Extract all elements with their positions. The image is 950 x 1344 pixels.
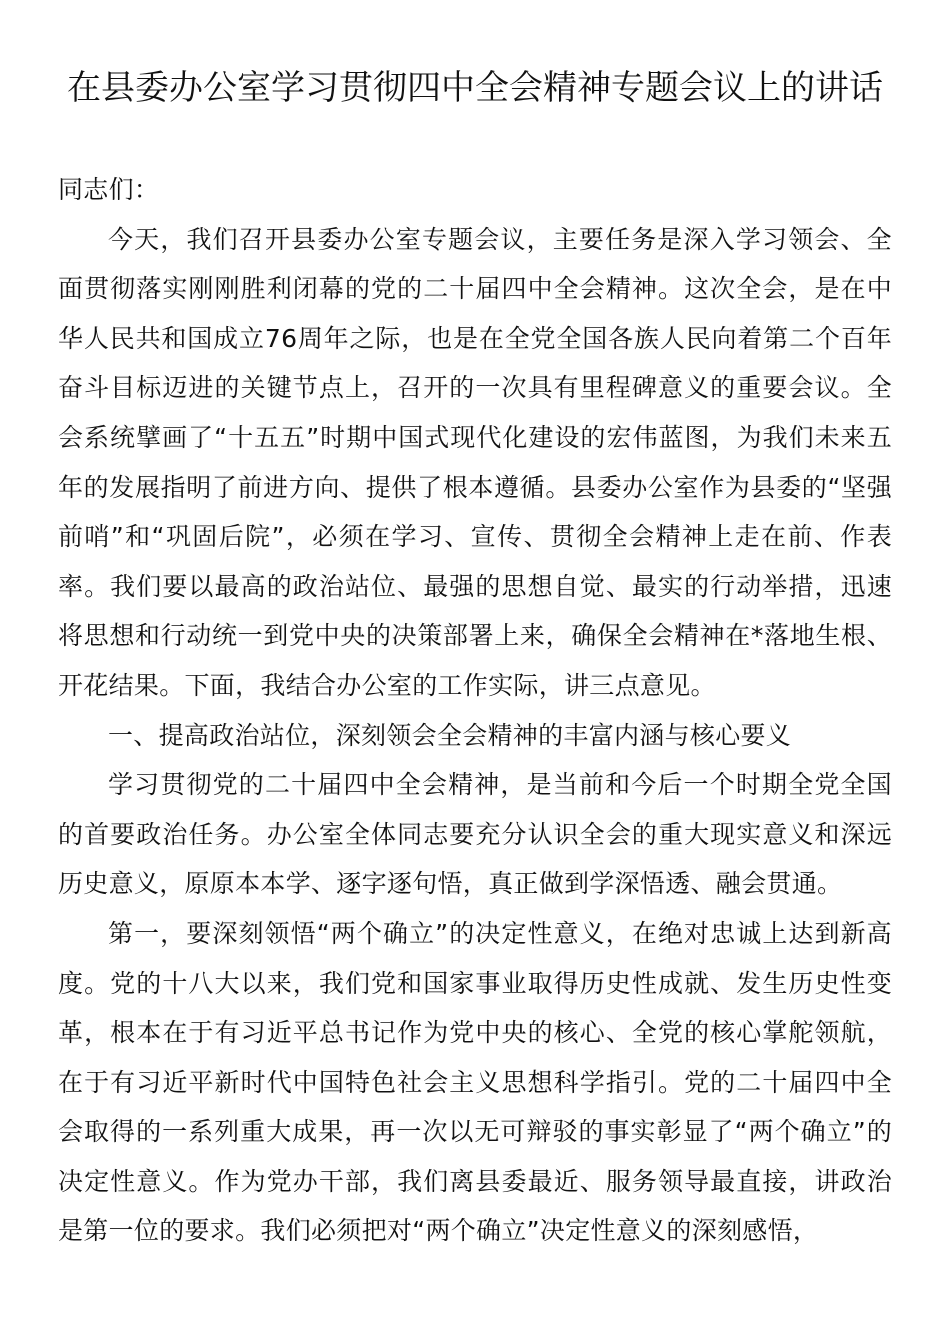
document-body xyxy=(58,165,892,1256)
paragraph-intro: 今天，我们召开县委办公室专题会议，主要任务是深入学习领会、全面贯彻落实刚刚胜利闭幕的党的二十届四中全会精神。这次全会，是在中华人民共和国成立76周年之际，也是在全党全国各族人民向着第二个百年奋斗目标迈进的关键节点上，召开的一次具有里程碑意义的重要会议。全会系统擘画了“十五五”时期中国式现代化建设的宏伟蓝图，为我们未来五年的发展指明了前进方向、提供了根本遵循。县委办公室作为县委的“坚强前哨”和“巩固后院”，必须在学习、宣传、贯彻全会精神上走在前、作表率。我们要以最高的政治站位、最强的思想自觉、最实的行动举措，迅速将思想和行动统一到党中央的决策部署上来，确保全会精神在*落地生根、开花结果。下面，我结合办公室的工作实际，讲三点意见。 xyxy=(58,224,892,700)
document-title: 在县委办公室学习贯彻四中全会精神专题会议上的讲话 xyxy=(67,68,883,108)
paragraph-section-1-intro: 学习贯彻党的二十届四中全会精神，是当前和今后一个时期全党全国的首要政治任务。办公室全体同志要充分认识全会的重大现实意义和深远历史意义，原原本本学、逐字逐句悟，真正做到学深悟透、融会贯通。 xyxy=(58,770,892,899)
section-heading-1: 一、提高政治站位，深刻领会全会精神的丰富内涵与核心要义 xyxy=(108,720,792,750)
paragraph-point-1: 第一，要深刻领悟“两个确立”的决定性意义，在绝对忠诚上达到新高度。党的十八大以来，我们党和国家事业取得历史性成就、发生历史性变革，根本在于有习近平总书记作为党中央的核心、全党的核心掌舵领航，在于有习近平新时代中国特色社会主义思想科学指引。党的二十届四中全会取得的一系列重大成果，再一次以无可辩驳的事实彰显了“两个确立”的决定性意义。作为党办干部，我们离县委最近、服务领导最直接，讲政治是第一位的要求。我们必须把对“两个确立”决定性意义的深刻感悟， xyxy=(58,918,892,1246)
salutation: 同志们： xyxy=(58,175,160,204)
